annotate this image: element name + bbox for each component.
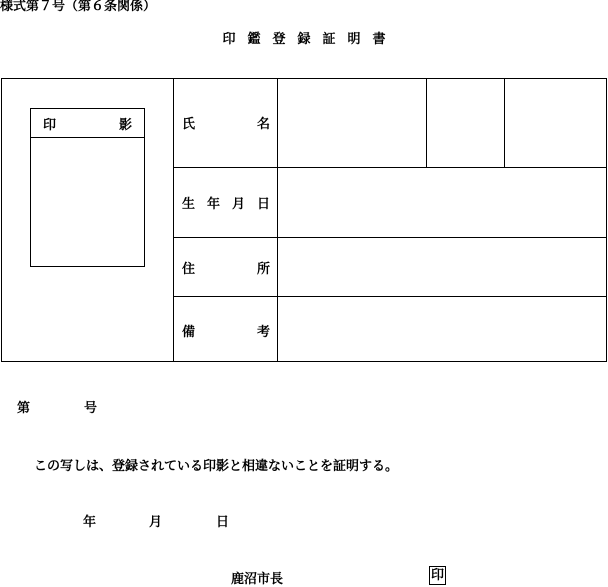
label-remarks: 備 考 — [182, 324, 270, 340]
seal-impression-header — [31, 109, 144, 138]
seal-impression-box — [30, 108, 145, 267]
table-row-divider-3 — [173, 296, 607, 297]
label-address: 住 所 — [182, 261, 270, 277]
certificate-number: 第 号 — [17, 400, 97, 416]
table-row-divider-2 — [173, 237, 607, 238]
label-date-of-birth: 生 年 月 日 — [182, 196, 270, 212]
table-divider-label-column — [277, 78, 278, 362]
issue-date-day: 日 — [216, 515, 230, 530]
document-title: 印鑑登録証明書 — [222, 32, 398, 47]
table-divider-name-cell-2 — [504, 78, 505, 167]
table-row-divider-1 — [173, 167, 607, 168]
issuer-name: 鹿沼市長 — [231, 572, 284, 587]
official-seal-mark: 印 — [431, 568, 445, 583]
table-divider-seal-column — [173, 78, 174, 362]
seal-impression-label: 印 影 — [43, 117, 132, 133]
label-name: 氏 名 — [182, 116, 270, 132]
issue-date-year: 年 — [83, 515, 97, 530]
form-number: 様式第７号（第６条関係） — [0, 0, 157, 14]
table-divider-name-cell-1 — [426, 78, 427, 167]
certification-statement: この写しは、登録されている印影と相違ないことを証明する。 — [34, 459, 399, 474]
issue-date-month: 月 — [149, 515, 163, 530]
